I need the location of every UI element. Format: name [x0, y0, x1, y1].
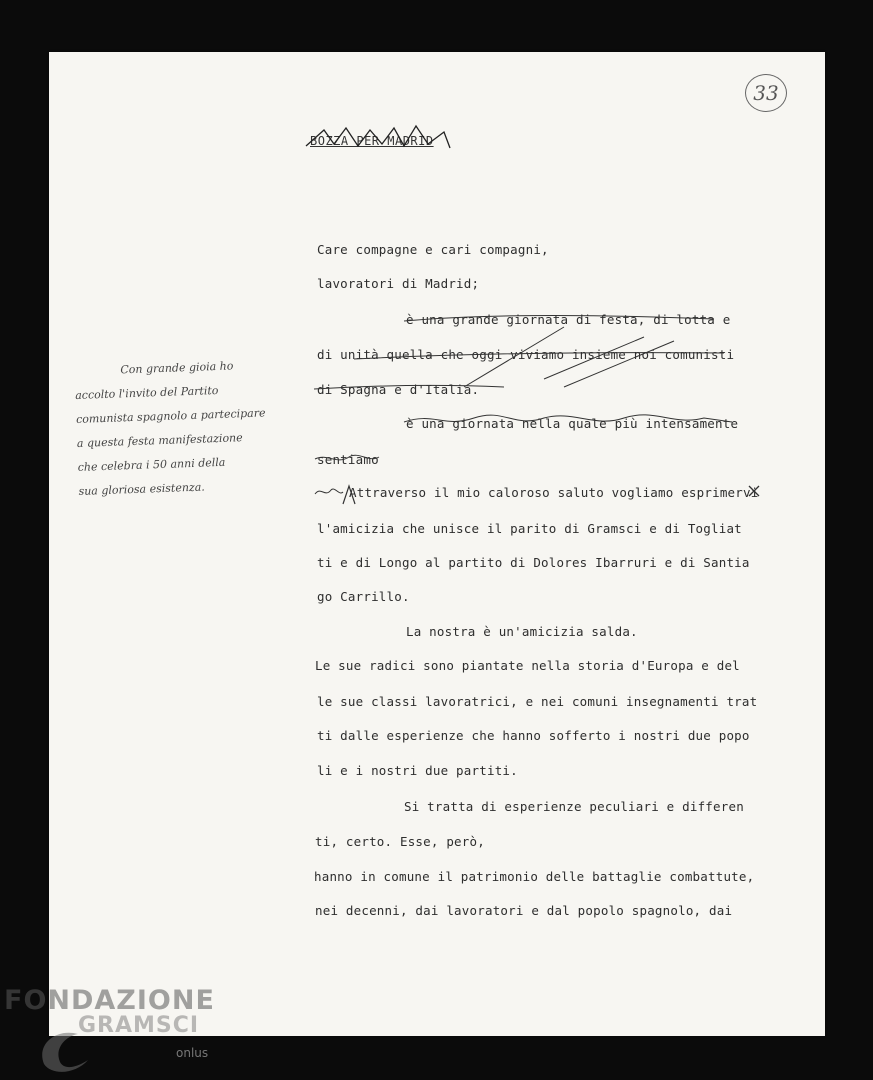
insertion-mark [747, 484, 761, 498]
page-number: 33 [745, 74, 787, 112]
text-line: go Carrillo. [317, 589, 410, 604]
title-scribble [304, 124, 454, 154]
text-line: è una grande giornata di festa, di lotta e [406, 312, 731, 327]
margin-note-line: sua gloriosa esistenza. [78, 480, 205, 498]
text-line: ti, certo. Esse, però, [315, 834, 485, 849]
text-line: La nostra è un'amicizia salda. [406, 624, 638, 639]
margin-note-line: a questa festa manifestazione [76, 431, 243, 450]
text-line: li e i nostri due partiti. [317, 763, 518, 778]
text-line: ti e di Longo al partito di Dolores Ibarruri e di Santia [317, 555, 750, 570]
margin-note-line: che celebra i 50 anni della [77, 455, 226, 474]
strike-through-marks [313, 449, 383, 469]
text-line: di unità quella che oggi viviamo insieme noi comunisti [317, 347, 735, 362]
text-line: sentiamo [317, 452, 379, 467]
text-line: le sue classi lavoratrici, e nei comuni insegnamenti trat [317, 694, 758, 709]
watermark-logo-subtitle: GRAMSCI [78, 1013, 200, 1038]
text-line: hanno in comune il patrimonio delle battaglie combattute, [314, 869, 755, 884]
text-line: nei decenni, dai lavoratori e dal popolo spagnolo, dai [315, 903, 733, 918]
text-line: è una giornata nella quale più intensamente [406, 416, 739, 431]
text-line: Le sue radici sono piantate nella storia d'Europa e del [315, 658, 740, 673]
watermark-onlus: onlus [176, 1046, 209, 1060]
strike-through-marks [314, 307, 734, 402]
text-line: Care compagne e cari compagni, [317, 242, 549, 257]
document-page [49, 52, 825, 1036]
text-line: Attraverso il mio caloroso saluto vogliamo esprimervi [349, 485, 759, 500]
strike-through-marks [404, 410, 734, 430]
text-line: lavoratori di Madrid; [317, 276, 480, 291]
margin-note-line: accolto l'invito del Partito [75, 383, 219, 402]
text-line: ti dalle esperienze che hanno sofferto i nostri due popo [317, 728, 750, 743]
document-title: BOZZA PER MADRID [310, 134, 434, 148]
margin-note-line: comunista spagnolo a partecipare [75, 406, 266, 426]
margin-note-line: Con grande gioia ho [120, 359, 234, 377]
watermark-logo: FONDAZIONE [4, 985, 215, 1016]
text-line: di Spagna e d'Italia. [317, 382, 480, 397]
text-line: Si tratta di esperienze peculiari e differen [404, 799, 744, 814]
margin-note [74, 352, 299, 504]
logo-swoosh-icon [36, 1024, 96, 1074]
text-line: l'amicizia che unisce il parito di Gramsci e di Togliat [317, 521, 742, 536]
